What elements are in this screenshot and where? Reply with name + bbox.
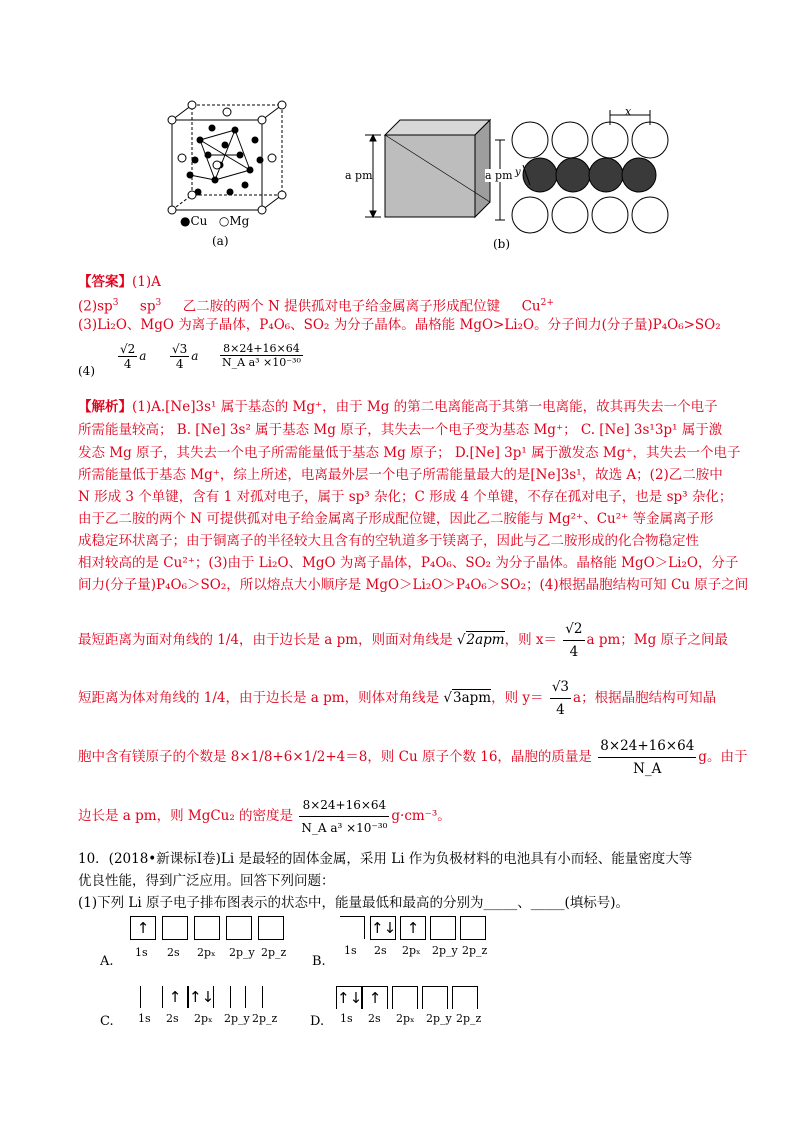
option-a[interactable]	[100, 916, 300, 976]
answer-heading: 【答案】	[78, 274, 132, 290]
orbital-label-2s: 2s	[374, 944, 387, 957]
orbital-label-2py: 2p_y	[432, 944, 458, 957]
orbital-box-1s	[140, 986, 147, 1008]
legend-mg-label: Mg	[229, 214, 250, 228]
orbital-label-2pz: 2p_z	[456, 1012, 482, 1025]
answer-p2-c: 乙二胺的两个 N 提供孤对电子给金属离子形成配位键	[182, 298, 501, 315]
analysis-l12-frac-num: 8×24+16×64	[598, 735, 696, 758]
analysis-line-8: 相对较高的是 Cu²⁺；(3)由于 Li₂O、MgO 为离子晶体，P₄O₆、SO₂ 为分子晶体。晶格能 MgO＞Li₂O，分子	[78, 555, 739, 571]
orbital-box-2py	[430, 916, 456, 940]
analysis-l10-sqrt: 2apm	[466, 632, 505, 648]
answer-frac3-den: N_A a³ ×10⁻³⁰	[222, 356, 301, 369]
orbital-box-1s: ↑↓	[336, 986, 362, 1009]
answer-frac2-var: a	[191, 349, 199, 363]
orbital-box-2pz	[262, 986, 269, 1008]
analysis-text-0: (1)A.[Ne]3s¹ 属于基态的 Mg⁺，由于 Mg 的第二电离能高于其第一电离能，故其再失去一个电子	[132, 399, 718, 415]
orbital-box-1s: ↑	[130, 916, 156, 940]
orbital-label-2py: 2p_y	[426, 1012, 452, 1025]
legend-cu-label: Cu	[190, 214, 208, 228]
analysis-line-6: 由于乙二胺的两个 N 可提供孤对电子给金属离子形成配位键，因此乙二胺能与 Mg²⁺、Cu²⁺ 等金属离子形	[78, 511, 714, 527]
analysis-l11-frac-num: √3	[550, 676, 571, 699]
analysis-line-4: 所需能量低于基态 Mg⁺，综上所述，电离最外层一个电子所需能量最大的是[Ne]3s¹，故选 A；(2)乙二胺中	[78, 467, 723, 483]
analysis-l11-sqrt: 3apm	[453, 690, 492, 706]
analysis-line-1	[78, 398, 718, 416]
analysis-l13-a: 边长是 a pm，则 MgCu₂ 的密度是	[78, 808, 294, 824]
answer-line-1	[78, 273, 161, 291]
analysis-line-2: 所需能量较高； B. [Ne] 3s² 属于基态 Mg 原子，其失去一个电子变为基态 Mg⁺； C. [Ne] 3s¹3p¹ 属于激	[78, 422, 723, 438]
answer-frac2-num: √3	[172, 342, 188, 356]
q10-line-3: (1)下列 Li 原子电子排布图表示的状态中，能量最低和最高的分别为_____、_____(填标号)。	[78, 895, 630, 911]
answer-line-4	[78, 340, 378, 382]
analysis-l10-c: a pm；Mg 原子之间最	[586, 632, 729, 648]
side-length-label-2: a pm	[485, 169, 513, 182]
orbital-box-2px	[194, 916, 220, 940]
orbital-box-2s: ↑	[162, 986, 188, 1008]
cu-legend-dot: ●	[180, 214, 191, 228]
orbital-label-2pz: 2p_z	[462, 944, 488, 957]
orbital-label-2py: 2p_y	[224, 1012, 250, 1025]
answer-p2-d: Cu	[521, 298, 541, 315]
answer-p2-sup2: 3	[155, 298, 162, 308]
analysis-line-13	[78, 794, 451, 839]
orbital-box-2px: ↑↓	[189, 988, 215, 1006]
orbital-label-2px: 2pₓ	[194, 1012, 213, 1025]
orbital-label-2s: 2s	[167, 946, 180, 959]
x-label: x	[625, 105, 632, 118]
option-b[interactable]	[312, 916, 512, 976]
answer-p2-sup: 3	[112, 298, 119, 308]
orbital-box-2s: ↑↓	[370, 916, 396, 940]
figure-a-caption: (a)	[212, 234, 229, 248]
answer-frac3-num: 8×24+16×64	[220, 342, 303, 356]
answer-frac1-var: a	[139, 349, 147, 363]
orbital-box-2px: ↑	[400, 916, 426, 940]
analysis-heading: 【解析】	[78, 399, 132, 415]
orbital-label-1s: 1s	[135, 946, 148, 959]
analysis-l11-c: a；根据晶胞结构可知晶	[573, 690, 717, 706]
analysis-l10-frac-num: √2	[563, 618, 584, 641]
orbital-label-2py: 2p_y	[229, 946, 255, 959]
orbital-label-2px: 2pₓ	[396, 1012, 415, 1025]
orbital-box-2py	[226, 916, 252, 940]
orbital-label-2px: 2pₓ	[197, 946, 216, 959]
orbital-box-2s	[162, 916, 188, 940]
option-c-label: C.	[100, 1014, 114, 1029]
option-a-label: A.	[100, 954, 114, 969]
analysis-line-10: 最短距离为面对角线的 1/4，由于边长是 a pm，则面对角线是 √2apm，则 x＝ $\frac{√2}{4}$ a pm；Mg 原子之间最	[78, 618, 728, 663]
answer-line-3: (3)Li₂O、MgO 为离子晶体，P₄O₆、SO₂ 为分子晶体。晶格能 MgO>Li₂O。分子间力(分子量)P₄O₆>SO₂	[78, 317, 721, 333]
analysis-l10-frac-den: 4	[569, 644, 579, 660]
orbital-box-2px	[392, 986, 418, 1009]
answer-frac1-num: √2	[120, 342, 136, 356]
q10-line-2: 优良性能，得到广泛应用。回答下列问题：	[78, 873, 335, 889]
figure-a	[160, 100, 310, 250]
orbital-label-1s: 1s	[340, 1012, 353, 1025]
analysis-line-11: 短距离为体对角线的 1/4，由于边长是 a pm，则体对角线是 √3apm，则 y＝ $\frac{√3}{4}$ a；根据晶胞结构可知晶	[78, 676, 716, 721]
analysis-line-3: 发态 Mg 原子，其失去一个电子所需能量低于基态 Mg 原子； D.[Ne] 3p¹ 属于激发态 Mg⁺，其失去一个电子	[78, 445, 741, 461]
orbital-box-2py	[230, 986, 246, 1008]
answer-frac1-den: 4	[123, 357, 132, 371]
orbital-box-2pz	[258, 916, 284, 940]
option-d-label: D.	[310, 1014, 325, 1029]
analysis-l13-b: g·cm⁻³。	[391, 808, 451, 824]
answer-line-2	[78, 294, 554, 316]
analysis-line-5: N 形成 3 个单键，含有 1 对孤对电子，属于 sp³ 杂化；C 形成 4 个单键，不存在孤对电子，也是 sp³ 杂化；	[78, 489, 733, 505]
orbital-label-2s: 2s	[166, 1012, 179, 1025]
orbital-box-2pz	[452, 986, 478, 1009]
analysis-l11-b: ，则 y＝	[491, 690, 544, 706]
orbital-label-2px: 2pₓ	[402, 944, 421, 957]
analysis-l11-a: 短距离为体对角线的 1/4，由于边长是 a pm，则体对角线是	[78, 690, 440, 706]
side-length-label-1: a pm	[345, 169, 373, 182]
analysis-l11-frac-den: 4	[556, 702, 565, 718]
orbital-box-2py	[422, 986, 448, 1009]
analysis-line-7: 成稳定环状离子；由于铜离子的半径较大且含有的空轨道多于镁离子，因此与乙二胺形成的化合物稳定性	[78, 533, 699, 549]
analysis-l12-b: g。由于	[698, 749, 748, 765]
orbital-label-2s: 2s	[368, 1012, 381, 1025]
orbital-box-2pz	[460, 916, 486, 940]
analysis-l13-frac-den: N_A a³ ×10⁻³⁰	[301, 821, 388, 835]
answer-p2-d-sup: 2+	[540, 298, 554, 308]
answer-p4-label: (4)	[78, 364, 95, 378]
orbital-label-2pz: 2p_z	[261, 946, 287, 959]
analysis-line-12	[78, 735, 747, 780]
analysis-l10-b: ，则 x＝	[504, 632, 557, 648]
answer-p1: (1)A	[132, 274, 161, 290]
orbital-label-1s: 1s	[344, 944, 357, 957]
analysis-l13-frac-num: 8×24+16×64	[299, 794, 389, 817]
orbital-label-2pz: 2p_z	[252, 1012, 278, 1025]
q10-line-1: 10．(2018•新课标Ⅰ卷)Li 是最轻的固体金属，采用 Li 作为负极材料的电池具有小而轻、能量密度大等	[78, 851, 693, 867]
y-label: y	[515, 167, 521, 178]
analysis-l10-a: 最短距离为面对角线的 1/4，由于边长是 a pm，则面对角线是	[78, 632, 453, 648]
option-c[interactable]	[100, 986, 300, 1036]
answer-frac2-den: 4	[175, 357, 184, 371]
figure-b-caption: (b)	[493, 237, 511, 251]
option-d[interactable]	[310, 986, 510, 1036]
orbital-label-1s: 1s	[138, 1012, 151, 1025]
legend	[180, 214, 249, 228]
mg-legend-dot: ○	[218, 214, 230, 228]
analysis-line-9: 间力(分子量)P₄O₆＞SO₂，所以熔点大小顺序是 MgO＞Li₂O＞P₄O₆＞SO₂；(4)根据晶胞结构可知 Cu 原子之间	[78, 577, 749, 593]
orbital-box-1s	[340, 916, 365, 939]
orbital-box-2s: ↑	[362, 986, 388, 1009]
figure-b	[345, 105, 675, 255]
analysis-l12-a: 胞中含有镁原子的个数是 8×1/8+6×1/2+4＝8，则 Cu 原子个数 16，晶胞的质量是	[78, 749, 592, 765]
option-b-label: B.	[312, 954, 326, 969]
answer-p2-a: (2)sp	[78, 298, 113, 315]
answer-p2-b: sp	[139, 298, 156, 315]
analysis-l12-frac-den: N_A	[633, 761, 662, 777]
